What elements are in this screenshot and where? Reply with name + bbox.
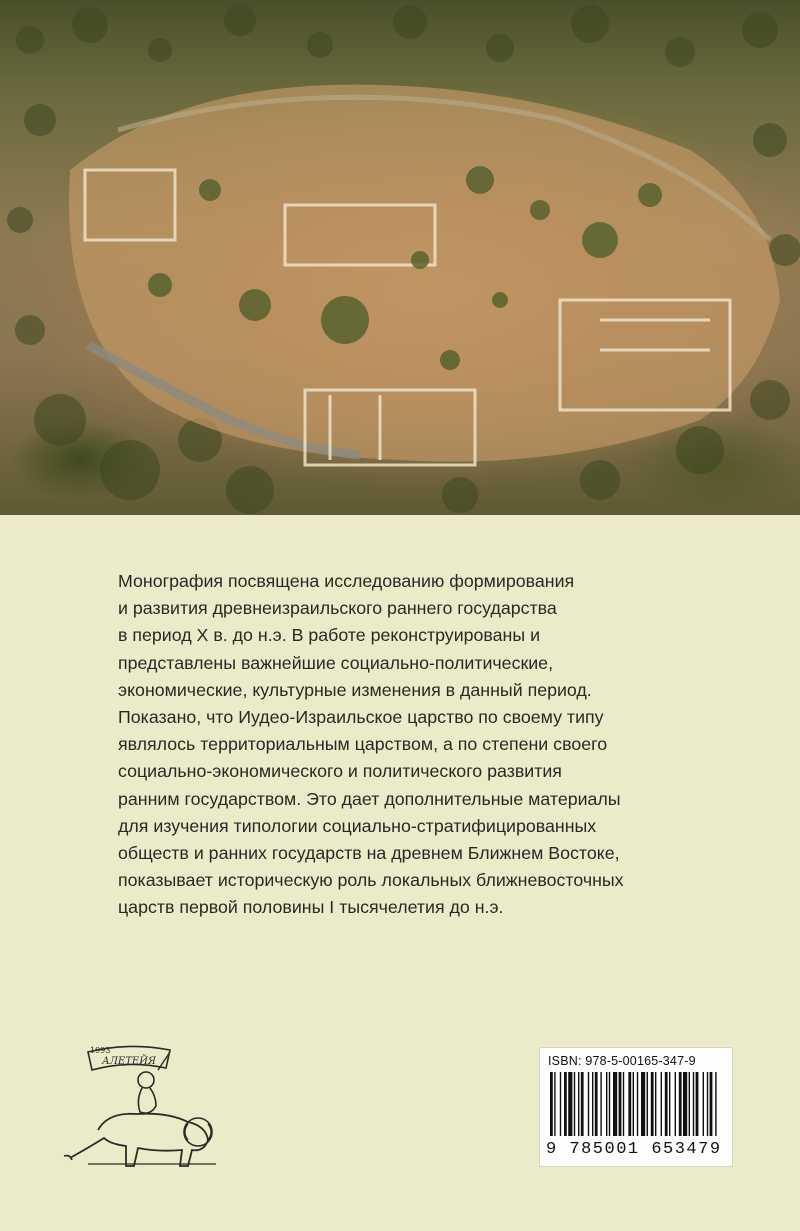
description-line: показывает историческую роль локальных ближневосточных <box>118 870 624 891</box>
barcode-bar <box>554 1072 555 1136</box>
barcode-bar <box>703 1072 704 1136</box>
aerial-excavation-illustration <box>0 0 800 515</box>
isbn-label: ISBN: 978-5-00165-347-9 <box>548 1054 696 1068</box>
barcode-bar <box>655 1072 656 1136</box>
description-line: экономические, культурные изменения в данный период. <box>118 679 592 700</box>
description-line: являлось территориальным царством, а по степени своего <box>118 734 608 755</box>
description-line: Показано, что Иудео-Израильское царство по своему типу <box>118 707 604 728</box>
barcode-bar <box>707 1072 708 1136</box>
barcode-bar <box>675 1072 676 1136</box>
barcode-digits: 9 785001 653479 <box>546 1140 722 1159</box>
barcode-bar <box>568 1072 572 1136</box>
publisher-logo-emblem <box>58 1040 228 1175</box>
barcode-bar <box>628 1072 631 1136</box>
barcode-bar <box>588 1072 589 1136</box>
description-line: представлены важнейшие социально-политические, <box>118 652 554 673</box>
barcode-bar <box>600 1072 601 1136</box>
barcode-bar <box>661 1072 662 1136</box>
barcode-bar <box>623 1072 624 1136</box>
barcode-bar <box>633 1072 634 1136</box>
barcode-bar <box>560 1072 561 1136</box>
logo-year: 1993 <box>90 1046 111 1055</box>
barcode-bar <box>647 1072 648 1136</box>
book-description <box>118 568 728 922</box>
barcode-bar <box>696 1072 699 1136</box>
description-line: для изучения типологии социально-стратифицированных <box>118 815 597 836</box>
barcode-bar <box>641 1072 645 1136</box>
description-line: Монография посвящена исследованию формирования <box>118 571 575 591</box>
barcode-bar <box>651 1072 654 1136</box>
barcode-bar <box>592 1072 593 1136</box>
barcode-bar <box>637 1072 638 1136</box>
description-line: и развития древнеизраильского раннего государства <box>118 598 557 619</box>
description-line: ранним государством. Это дает дополнительные материалы <box>118 788 621 809</box>
barcode-bar <box>693 1072 694 1136</box>
isbn-barcode <box>539 1047 733 1167</box>
barcode-bar <box>606 1072 607 1136</box>
publisher-logo <box>58 1040 228 1175</box>
barcode-bar <box>619 1072 622 1136</box>
barcode-bar <box>609 1072 610 1136</box>
logo-name: АЛЕТЕЙЯ <box>102 1056 156 1067</box>
barcode-bar <box>689 1072 690 1136</box>
barcode-bar <box>715 1072 716 1136</box>
barcode-bar <box>578 1072 579 1136</box>
description-line: обществ и ранних государств на древнем Ближнем Востоке, <box>118 843 620 864</box>
barcode-bars <box>548 1072 724 1138</box>
description-line: социально-экономического и политического развития <box>118 761 562 782</box>
barcode-bar <box>613 1072 617 1136</box>
description-line: царств первой половины I тысячелетия до н.э. <box>118 897 504 918</box>
barcode-bar <box>665 1072 668 1136</box>
barcode-bar <box>595 1072 598 1136</box>
barcode-bar <box>550 1072 553 1136</box>
barcode-bar <box>710 1072 713 1136</box>
barcode-bar <box>581 1072 584 1136</box>
description-line: в период X в. до н.э. В работе реконструированы и <box>118 625 541 646</box>
barcode-bar <box>683 1072 687 1136</box>
barcode-bar <box>669 1072 670 1136</box>
barcode-bar <box>679 1072 682 1136</box>
barcode-bar <box>564 1072 567 1136</box>
aerial-excavation-photo <box>0 0 800 515</box>
barcode-bar <box>574 1072 575 1136</box>
